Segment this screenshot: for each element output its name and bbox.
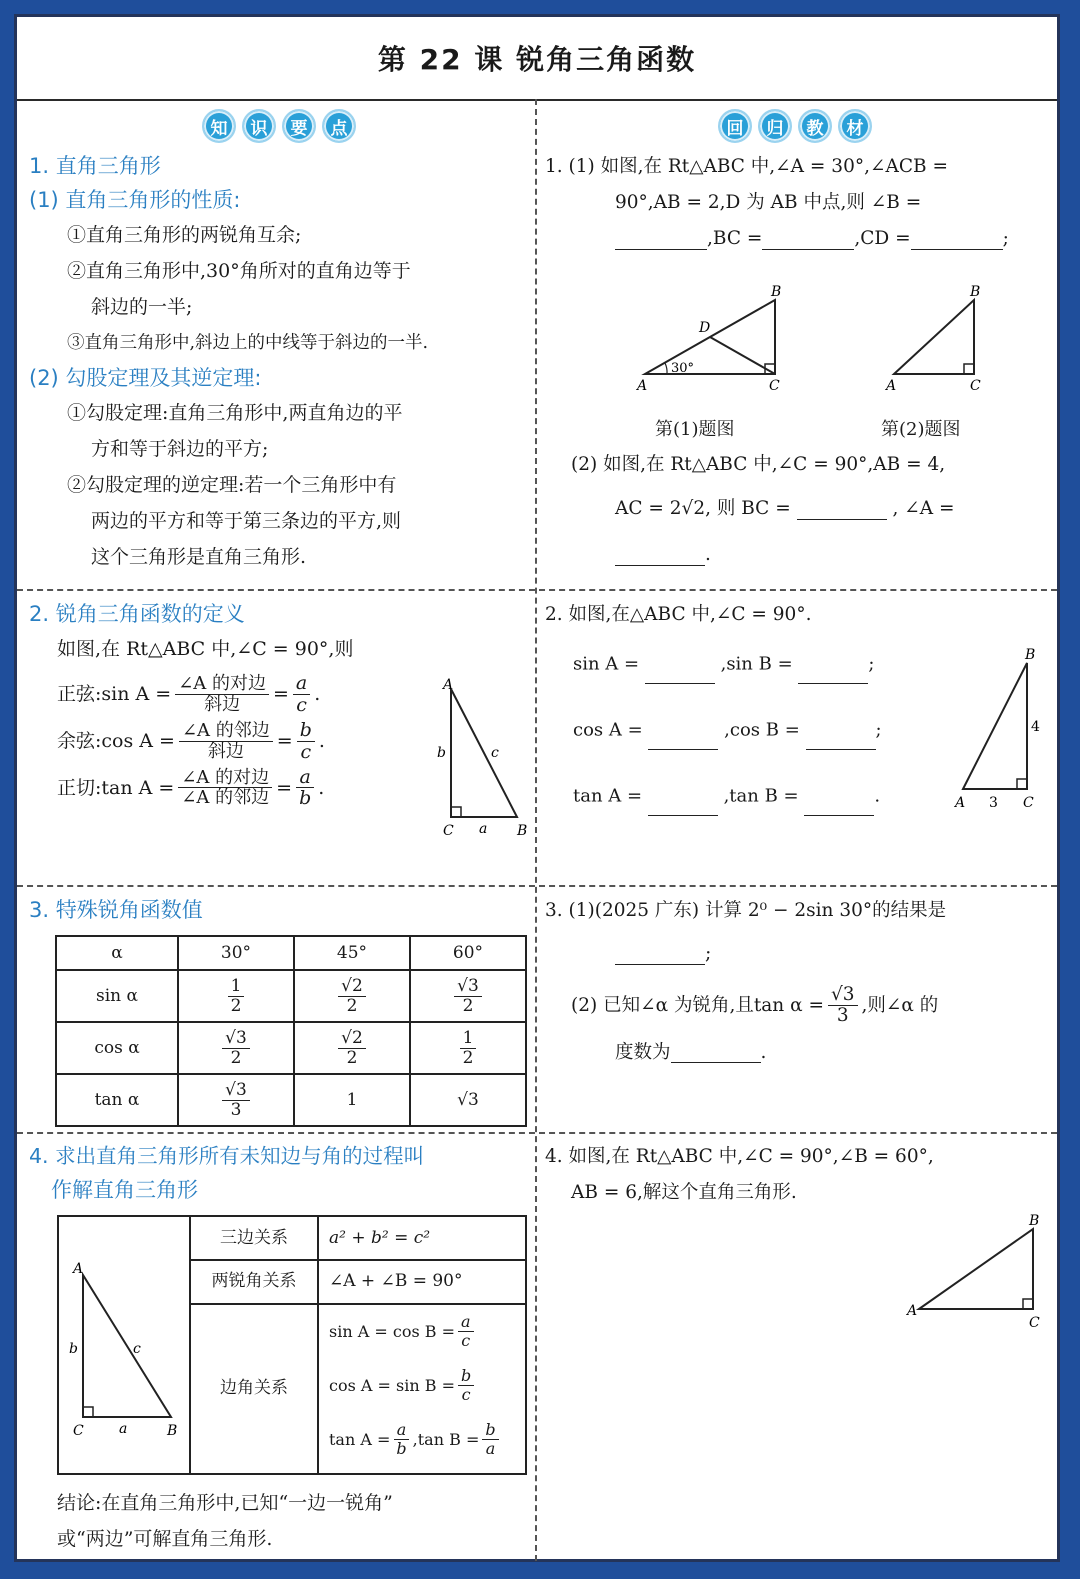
formula-num: a [394,1421,410,1440]
knowledge-section-1 [29,107,529,575]
vertex-label-b: B [1025,647,1036,663]
question-text: ,则∠α 的 [861,994,939,1016]
answer-blank[interactable] [911,229,1003,250]
formula-num: b [482,1421,498,1440]
value-num: √2 [338,977,366,997]
section-heading: 2. 锐角三角函数的定义 [29,602,245,626]
cosine-label: 余弦:cos A = [57,730,175,753]
question-text: (2) 如图,在 Rt△ABC 中,∠C = 90°,AB = 4, [571,454,946,475]
answer-blank[interactable] [645,663,715,684]
relation-label: 边角关系 [191,1303,319,1473]
vertex-label-b: B [970,284,981,300]
relation-label: 三边关系 [191,1217,319,1259]
answer-blank[interactable] [797,499,887,520]
tangent-label: 正切:tan A = [57,776,175,799]
q1-figure-1 [635,282,795,392]
section-heading: 3. 特殊锐角函数值 [29,898,203,922]
vertex-label-c: C [1023,795,1034,811]
question-text: 度数为 [615,1041,671,1063]
vertex-label-b: B [167,1423,178,1437]
tangent-denominator: ∠A 的邻边 [181,787,270,809]
table-row [56,970,526,1022]
formula-num: a [458,1313,474,1332]
formula-text: ,tan B = [412,1429,480,1449]
section-heading-cont: 作解直角三角形 [51,1178,198,1202]
question-text: AB = 6,解这个直角三角形. [571,1182,797,1203]
worksheet [14,14,1060,1562]
answer-blanks-row: ,BC = ,CD = ; [545,221,1055,257]
relation-label: 两锐角关系 [191,1259,319,1303]
vertex-label-a: A [886,378,897,392]
solve-triangle-box [57,1215,527,1475]
blank-label: ,tan B = [723,785,799,807]
formula-sin [329,1313,474,1349]
page-title: 第 22 课 锐角三角函数 [17,17,1057,101]
conclusion-text: 结论:在直角三角形中,已知“一边一锐角” [57,1492,393,1514]
formula-den: c [461,1330,471,1350]
relation-value: ∠A + ∠B = 90° [329,1271,463,1291]
header-cell: α [56,936,178,970]
answer-blank[interactable] [615,229,707,250]
section-heading: 1. 直角三角形 [29,154,161,178]
question-text: 90°,AB = 2,D 为 AB 中点,则 ∠B = [615,192,922,213]
theorem-text: ②勾股定理的逆定理:若一个三角形中有 [67,474,397,496]
fraction-den: 3 [836,1005,849,1027]
answer-blank[interactable] [804,795,874,816]
vertex-label-b: B [1029,1213,1040,1229]
formula-den: a [485,1438,496,1458]
q2-figure [945,647,1045,817]
vertex-label-a: A [955,795,966,811]
vertex-label-b: B [771,284,782,300]
special-values-table [55,935,527,1127]
cos-row: cos A = ,cos B = ; [573,711,882,750]
value-num: 1 [228,977,245,997]
vertex-label-a: A [907,1303,918,1319]
blank-label: sin A = [573,653,640,675]
answer-blank[interactable] [798,663,868,684]
value-plain: √3 [410,1074,526,1126]
tangent-ratio-num: a [296,767,313,789]
value-plain: 1 [294,1074,410,1126]
question-text-row [545,985,1055,1027]
property-text: ②直角三角形中,30°角所对的直角边等于 [67,260,411,282]
question-text: 4. 如图,在 Rt△ABC 中,∠C = 90°,∠B = 60°, [545,1146,934,1167]
badge-char: 教 [798,109,832,143]
table-row [56,1022,526,1074]
value-den: 2 [230,1047,242,1068]
tan-row: tan A = ,tan B = . [573,777,880,816]
knowledge-points-badges [29,109,529,143]
theorem-text: 方和等于斜边的平方; [91,438,269,460]
vertex-label-c: C [769,378,780,392]
vertex-label-c: C [970,378,981,392]
formula-den: c [461,1384,471,1404]
sub-heading: (2) 勾股定理及其逆定理: [29,366,262,390]
blank-label: ,cos B = [724,719,800,741]
tangent-definition: 正切:tan A = $\frac{\text{∠A 的对边}}{\text{∠A 的邻边}}$ = $\frac{a}{b}$ . [57,765,325,810]
row-divider-3 [17,1132,1057,1134]
answer-blank[interactable] [615,944,705,965]
header-cell: 30° [178,936,294,970]
side-label-b: b [437,745,446,761]
vertex-label-a: A [73,1261,84,1277]
blank-label: ,sin B = [720,653,793,675]
tangent-numerator: ∠A 的对边 [178,768,272,789]
theorem-text: 这个三角形是直角三角形. [91,546,307,568]
blank-label: AC = 2√2, 则 BC = [615,498,791,519]
value-num: √2 [338,1029,366,1049]
answer-blanks-row [615,491,955,527]
blank-label: ,CD = [854,228,911,249]
header-cell: 45° [294,936,410,970]
value-den: 2 [462,1047,474,1068]
question-text: 1. (1) 如图,在 Rt△ABC 中,∠A = 30°,∠ACB = [545,156,948,177]
header-cell: 60° [410,936,526,970]
side-label-c: c [133,1341,141,1357]
badge-char: 回 [718,109,752,143]
sine-ratio-den: c [296,693,307,716]
badge-char: 知 [202,109,236,143]
fraction-num: √3 [828,985,858,1006]
relation-value: a² + b² = c² [329,1228,431,1248]
cosine-definition: 余弦:cos A = $\frac{\text{∠A 的邻边}}{\text{斜边}}$ = $\frac{b}{c}$ . [57,718,325,763]
angle-label: 30° [671,361,695,376]
value-den: 3 [230,1099,242,1120]
table-header-row [56,936,526,970]
side-length-label: 4 [1031,719,1040,735]
answer-blank[interactable] [671,1042,761,1063]
vertex-label-c: C [73,1423,84,1437]
theorem-text: ①勾股定理:直角三角形中,两直角边的平 [67,402,403,424]
answer-blank[interactable] [806,729,876,750]
sin-row: sin A = ,sin B = ; [573,645,874,684]
sine-label: 正弦:sin A = [57,683,172,706]
sine-ratio-num: a [293,673,310,695]
property-text: ①直角三角形的两锐角互余; [67,224,302,246]
answer-blank[interactable] [648,795,718,816]
row-divider-1 [17,589,1057,591]
q4-figure [905,1211,1050,1331]
question-text: 2. 如图,在△ABC 中,∠C = 90°. [545,604,812,625]
side-label-a: a [479,821,488,837]
column-divider [535,99,537,1561]
sine-numerator: ∠A 的对边 [175,674,269,695]
property-text: ③直角三角形中,斜边上的中线等于斜边的一半. [67,333,429,353]
section-heading: 4. 求出直角三角形所有未知边与角的过程叫 [29,1144,425,1168]
row-label: tan α [56,1074,178,1126]
triangle-shape [451,689,517,817]
formula-num: b [458,1367,474,1386]
vertex-label-b: B [517,823,528,837]
value-num: 1 [460,1029,477,1049]
cosine-ratio-den: c [300,740,312,763]
answer-blank[interactable] [648,729,718,750]
value-den: 2 [462,995,474,1016]
definition-intro: 如图,在 Rt△ABC 中,∠C = 90°,则 [57,638,354,660]
value-num: √3 [222,1081,250,1101]
blank-label: ,BC = [707,228,763,249]
solve-triangle-figure [67,1257,187,1437]
cosine-numerator: ∠A 的邻边 [179,721,273,742]
value-den: 2 [230,995,242,1016]
theorem-text: 两边的平方和等于第三条边的平方,则 [91,510,402,532]
property-text: 斜边的一半; [91,296,193,318]
knowledge-section-4 [29,1139,529,1559]
question-text: (2) 已知∠α 为锐角,且tan α = [571,994,824,1016]
row-divider-2 [17,885,1057,887]
tangent-ratio-den: b [299,787,312,810]
row-label: cos α [56,1022,178,1074]
value-den: 2 [346,1047,358,1068]
badge-char: 要 [282,109,316,143]
cosine-denominator: 斜边 [207,740,244,762]
right-angle-mark [451,807,461,817]
badge-char: 归 [758,109,792,143]
badge-char: 识 [242,109,276,143]
vertex-label-a: A [637,378,648,392]
vertex-label-a: A [443,677,454,693]
value-num: √3 [222,1029,250,1049]
formula-text: tan A = [329,1429,391,1449]
value-den: 2 [346,995,358,1016]
question-3: 3. (1)(2025 广东) 计算 2⁰ − 2sin 30°的结果是 ; (2) 已知∠α 为锐角,且tan α = $\frac{√3}{3}$ ,则∠α 的 度数为 . [545,893,1055,1128]
formula-tan [329,1421,499,1457]
side-label-a: a [119,1421,128,1437]
blank-label: , ∠A = [892,498,955,519]
side-label-c: c [491,745,499,761]
question-2 [545,597,1055,882]
vertex-label-c: C [443,823,454,837]
formula-cos [329,1367,474,1403]
question-text: 3. (1)(2025 广东) 计算 2⁰ − 2sin 30°的结果是 [545,900,947,921]
row-label: sin α [56,970,178,1022]
value-num: √3 [454,977,482,997]
conclusion-text: 或“两边”可解直角三角形. [57,1528,273,1550]
cosine-ratio-num: b [297,720,315,742]
formula-text: sin A = cos B = [329,1321,455,1341]
side-label-b: b [69,1341,78,1357]
knowledge-section-3 [29,893,529,1128]
formula-text: cos A = sin B = [329,1375,455,1395]
textbook-review-badges [545,109,1045,143]
formula-den: b [396,1438,407,1458]
table-row [56,1074,526,1126]
sub-heading: (1) 直角三角形的性质: [29,188,241,212]
definition-triangle-figure [429,677,529,837]
q1-figure-2 [880,282,990,392]
question-1: 回 归 教 材 1. (1) 如图,在 Rt△ABC 中,∠A = 30°,∠ACB = 90°,AB = 2,D 为 AB 中点,则 ∠B = ,BC = ,CD = ; A B C D 30° A B C 第(1)题图 第(2)题图 (2) 如图,在 Rt△ABC 中,∠C = 90°,AB = 4, AC = 2√2, 则 BC = , ∠A = . [545,107,1055,587]
side-length-label: 3 [989,795,998,811]
knowledge-section-2 [29,597,529,882]
figure-caption: 第(1)题图 [655,419,735,440]
vertex-label-c: C [1029,1315,1040,1331]
answer-blank[interactable] [615,545,705,566]
figure-caption: 第(2)题图 [881,419,961,440]
answer-blank[interactable] [762,229,854,250]
blank-label: tan A = [573,785,643,807]
badge-char: 点 [322,109,356,143]
relations-table [189,1217,527,1473]
vertex-label-d: D [699,320,711,336]
question-4 [545,1139,1055,1559]
sine-definition: 正弦:sin A = $\frac{\text{∠A 的对边}}{\text{斜边}}$ = $\frac{a}{c}$ . [57,672,321,716]
badge-char: 材 [838,109,872,143]
blank-label: cos A = [573,719,643,741]
sine-denominator: 斜边 [204,693,241,715]
